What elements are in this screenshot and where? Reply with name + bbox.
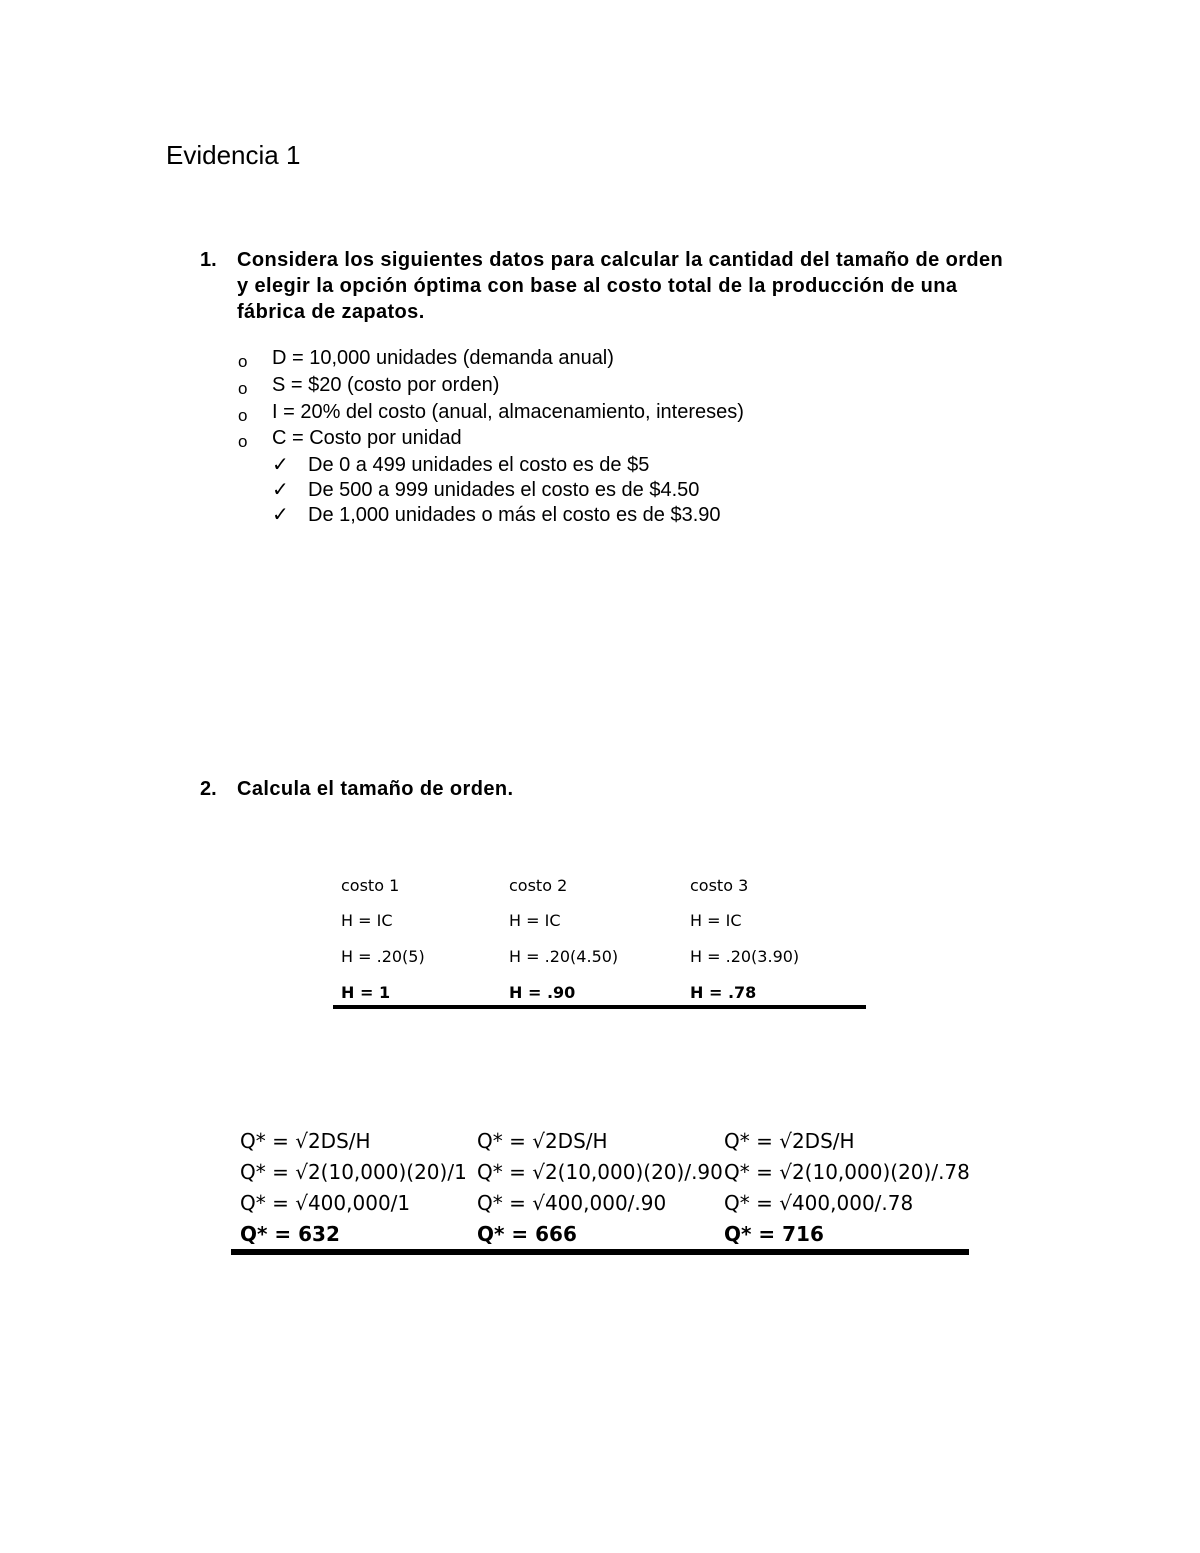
bullet-marker: o <box>238 406 248 425</box>
check-icon: ✓ <box>272 479 289 501</box>
holding-cell: H = .20(3.90) <box>690 947 800 966</box>
check-icon: ✓ <box>272 454 289 476</box>
bullet-demand: D = 10,000 unidades (demanda anual) <box>272 347 614 369</box>
holding-cell: costo 3 <box>690 876 749 895</box>
holding-cell: H = IC <box>690 911 742 930</box>
holding-table-rule <box>333 1005 866 1009</box>
eoq-cell: Q* = √2DS/H <box>477 1129 608 1153</box>
check-item-tier-3: De 1,000 unidades o más el costo es de $3.90 <box>308 504 721 526</box>
bullet-marker: o <box>238 432 248 451</box>
holding-result: H = .90 <box>509 983 576 1002</box>
eoq-result: Q* = 666 <box>477 1222 577 1246</box>
question-2-number: 2. <box>200 778 217 800</box>
eoq-cell: Q* = √2DS/H <box>724 1129 855 1153</box>
page-title: Evidencia 1 <box>166 140 301 170</box>
holding-result: H = 1 <box>341 983 391 1002</box>
bullet-marker: o <box>238 352 248 371</box>
eoq-cell: Q* = √2DS/H <box>240 1129 371 1153</box>
question-1-line-2: y elegir la opción óptima con base al costo total de la producción de una <box>237 275 958 297</box>
eoq-cell: Q* = √400,000/1 <box>240 1191 411 1215</box>
bullet-order-cost: S = $20 (costo por orden) <box>272 374 500 396</box>
eoq-cell: Q* = √2(10,000)(20)/.90 <box>477 1160 723 1184</box>
eoq-result: Q* = 632 <box>240 1222 340 1246</box>
check-item-tier-2: De 500 a 999 unidades el costo es de $4.50 <box>308 479 700 501</box>
question-2-text: Calcula el tamaño de orden. <box>237 778 514 800</box>
holding-cell: costo 2 <box>509 876 568 895</box>
eoq-cell: Q* = √400,000/.90 <box>477 1191 667 1215</box>
check-icon: ✓ <box>272 504 289 526</box>
bullet-unit-cost: C = Costo por unidad <box>272 427 462 449</box>
holding-cell: H = IC <box>341 911 393 930</box>
eoq-result: Q* = 716 <box>724 1222 824 1246</box>
question-1-line-3: fábrica de zapatos. <box>237 301 425 323</box>
holding-cell: costo 1 <box>341 876 400 895</box>
check-item-tier-1: De 0 a 499 unidades el costo es de $5 <box>308 454 650 476</box>
holding-result: H = .78 <box>690 983 757 1002</box>
eoq-cell: Q* = √2(10,000)(20)/1 <box>240 1160 467 1184</box>
question-1-line-1: Considera los siguientes datos para calcular la cantidad del tamaño de orden <box>237 249 1004 271</box>
bullet-marker: o <box>238 379 248 398</box>
eoq-cell: Q* = √400,000/.78 <box>724 1191 914 1215</box>
holding-cell: H = .20(4.50) <box>509 947 619 966</box>
holding-cell: H = IC <box>509 911 561 930</box>
eoq-table-rule <box>231 1249 969 1255</box>
eoq-cell: Q* = √2(10,000)(20)/.78 <box>724 1160 970 1184</box>
holding-cell: H = .20(5) <box>341 947 425 966</box>
question-1-number: 1. <box>200 249 217 271</box>
bullet-holding-rate: I = 20% del costo (anual, almacenamiento, intereses) <box>272 401 744 423</box>
